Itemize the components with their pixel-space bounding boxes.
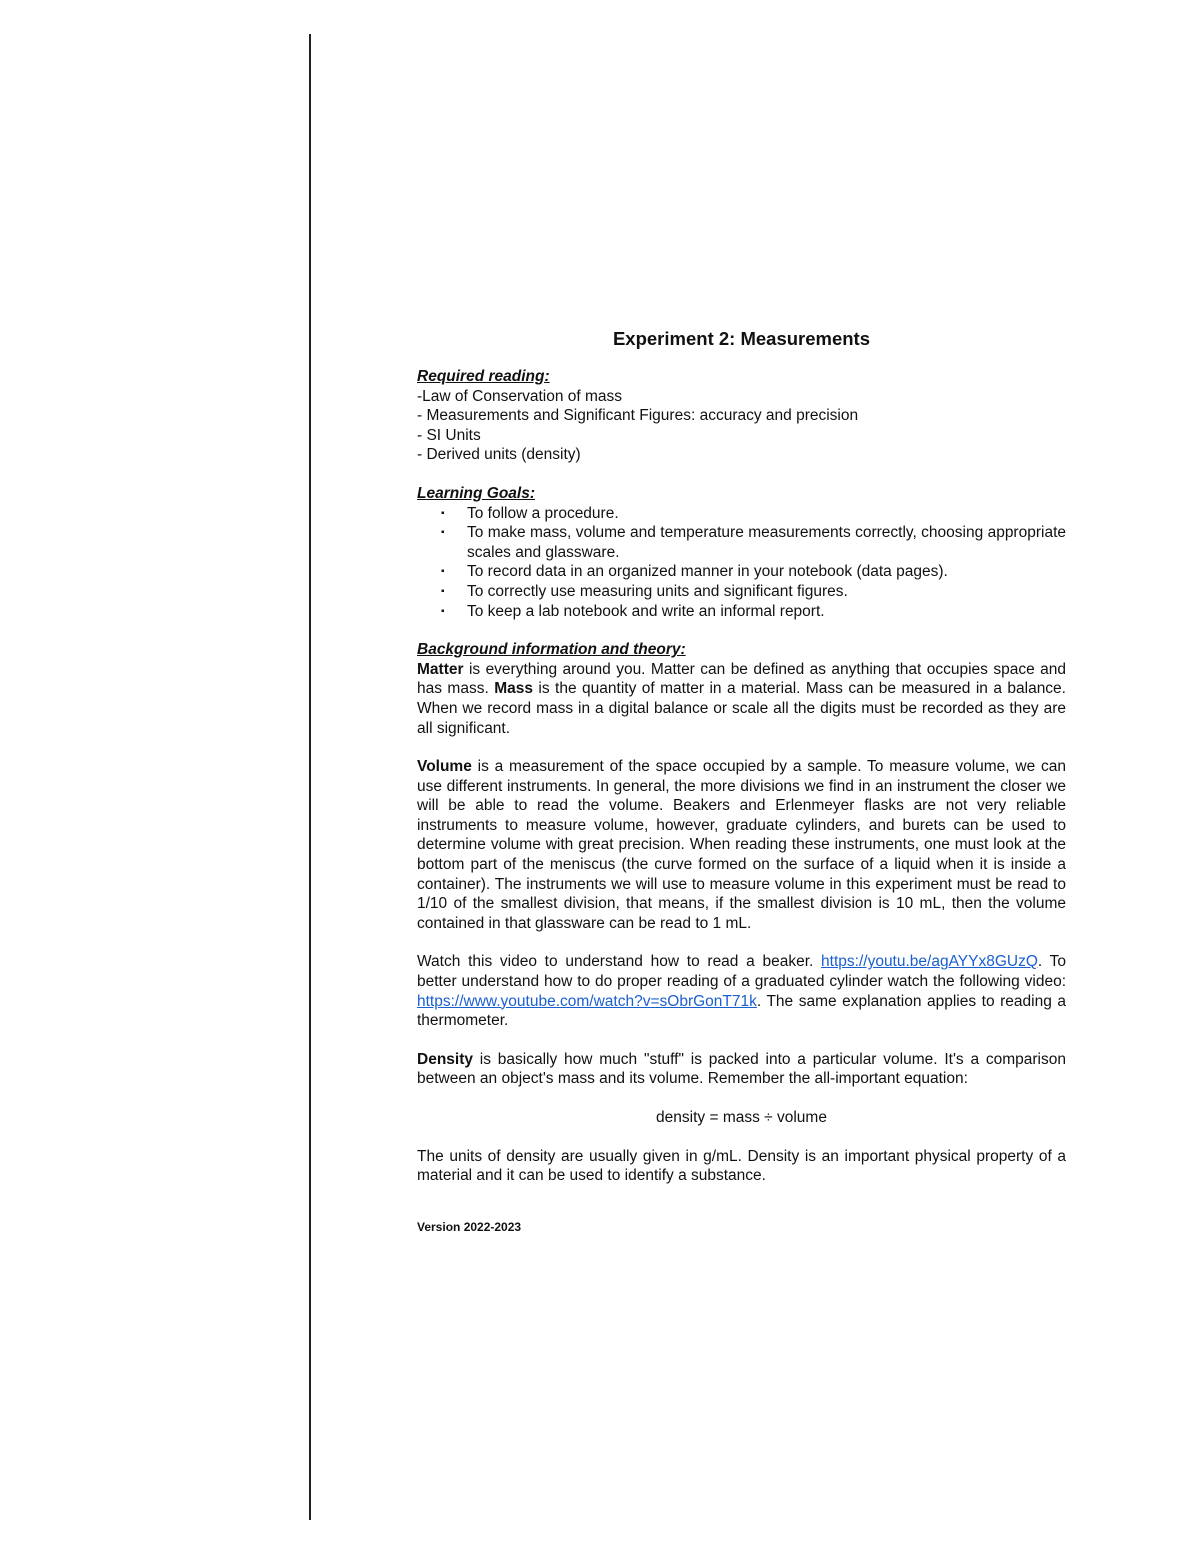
- learning-goals-heading: Learning Goals:: [417, 484, 535, 502]
- volume-text: is a measurement of the space occupied by a sample. To measure volume, we can use different instruments. In general, the more divisions we find in an instrument the closer we will be able to read the volume. Beakers and Erlenmeyer flasks are not very reliable instruments to measure volume, however, graduate cylinders, and burets can be used to determine volume with great precision. When reading these instruments, one must look at the bottom part of the meniscus (the curve formed on the surface of a liquid when it is inside a container). The instruments we will use to measure volume in this experiment must be read to 1/10 of the smallest division, that means, if the smallest division is 10 mL, then the volume contained in that glassware can be read to 1 mL.: [417, 758, 1066, 932]
- background-heading: Background information and theory:: [417, 641, 686, 659]
- version-footer: Version 2022-2023: [417, 1219, 522, 1234]
- matter-term: Matter: [417, 660, 464, 678]
- volume-paragraph: [417, 757, 1066, 933]
- goal-text: To correctly use measuring units and significant figures.: [467, 582, 848, 600]
- beaker-video-link[interactable]: https://youtu.be/agAYYx8GUzQ: [821, 953, 1038, 971]
- required-reading-item: - Measurements and Significant Figures: accuracy and precision: [417, 407, 859, 425]
- background-section: [417, 640, 1066, 1186]
- goal-text: To follow a procedure.: [467, 504, 619, 522]
- learning-goals-section: [417, 484, 1066, 621]
- required-reading-item: - SI Units: [417, 426, 481, 444]
- matter-paragraph: [417, 660, 1066, 738]
- page-title: Experiment 2: Measurements: [612, 328, 871, 349]
- learning-goals-list: [417, 504, 1066, 622]
- density-text: is basically how much "stuff" is packed into a particular volume. It's a comparison between an object's mass and its volume. Remember the all-important equation:: [417, 1050, 1066, 1088]
- bullet-icon: ▪: [441, 507, 445, 519]
- list-item: [441, 523, 1066, 562]
- required-reading-heading: Required reading:: [417, 368, 550, 385]
- video-text-2: . To better understand how to do proper reading of a graduated cylinder watch the following video:: [417, 953, 1066, 991]
- required-reading-section: [417, 367, 1066, 465]
- list-item: [441, 562, 1066, 582]
- goal-text: To keep a lab notebook and write an informal report.: [467, 602, 825, 620]
- mass-term: Mass: [494, 680, 533, 698]
- density-term: Density: [417, 1050, 473, 1068]
- list-item: [441, 602, 1066, 622]
- required-reading-item: - Derived units (density): [417, 446, 581, 464]
- density-units-paragraph: The units of density are usually given in g/mL. Density is an important physical property of a material and it can be used to identify a substance.: [417, 1147, 1066, 1185]
- left-margin-rule: [309, 34, 311, 1520]
- video-paragraph: [417, 952, 1066, 1030]
- matter-text: is everything around you. Matter can be defined as anything that occupies space and has mass.: [417, 660, 1066, 698]
- density-equation: density = mass ÷ volume: [656, 1109, 827, 1126]
- bullet-icon: ▪: [441, 566, 445, 578]
- video-text-3: . The same explanation applies to reading a thermometer.: [417, 992, 1066, 1030]
- cylinder-video-link[interactable]: https://www.youtube.com/watch?v=sObrGonT71k: [417, 992, 757, 1010]
- bullet-icon: ▪: [441, 585, 445, 597]
- required-reading-item: -Law of Conservation of mass: [417, 387, 623, 405]
- density-paragraph: [417, 1050, 1066, 1089]
- video-text-1: Watch this video to understand how to read a beaker.: [417, 953, 822, 971]
- list-item: [441, 582, 1066, 602]
- goal-text: To record data in an organized manner in your notebook (data pages).: [467, 563, 948, 581]
- bullet-icon: ▪: [441, 527, 445, 539]
- goal-text: To make mass, volume and temperature measurements correctly, choosing appropriate scales and glassware.: [467, 524, 1066, 561]
- document-body: [417, 327, 1066, 1237]
- mass-text: is the quantity of matter in a material. Mass can be measured in a balance. When we record mass in a digital balance or scale all the digits must be recorded as they are all significant.: [417, 680, 1066, 737]
- bullet-icon: ▪: [441, 605, 445, 617]
- list-item: [441, 504, 1066, 524]
- volume-term: Volume: [417, 758, 472, 776]
